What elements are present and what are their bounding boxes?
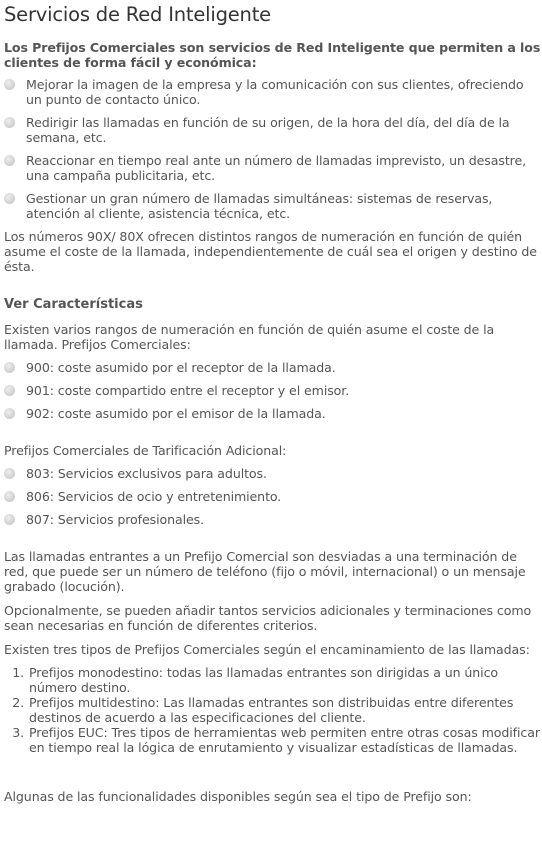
list-item: 1. Prefijos monodestino: todas las llamadas entrantes son dirigidas a un único número destino. — [28, 665, 542, 695]
list-item-text: 803: Servicios exclusivos para adultos. — [26, 466, 267, 481]
numbers-paragraph: Los números 90X/ 80X ofrecen distintos rangos de numeración en función de quién asume el coste de la llamada, independientemente de cuál sea el origen y destino de ésta. — [4, 229, 537, 274]
list-item — [4, 77, 542, 107]
bullet-icon — [4, 514, 15, 525]
additional-prefixes-title: Prefijos Comerciales de Tarificación Adicional: — [4, 443, 287, 458]
functionalities-intro: Algunas de las funcionalidades disponibles según sea el tipo de Prefijo son: — [4, 789, 472, 804]
intro-heading: Los Prefijos Comerciales son servicios de Red Inteligente que permiten a los clientes de forma fácil y económica: — [4, 40, 541, 70]
bullet-icon — [4, 79, 15, 90]
list-item-text: 901: coste compartido entre el receptor y el emisor. — [26, 383, 350, 398]
list-item-text: Redirigir las llamadas en función de su origen, de la hora del día, del día de la semana, etc. — [26, 115, 510, 145]
list-item — [4, 466, 542, 481]
list-item — [4, 191, 542, 221]
diverted-paragraph: Las llamadas entrantes a un Prefijo Comercial son desviadas a una terminación de red, que puede ser un número de teléfono (fijo o móvil, internacional) o un mensaje grabado (locución). — [4, 549, 526, 594]
list-item: 2. Prefijos multidestino: Las llamadas entrantes son distribuidas entre diferentes destinos de acuerdo a las especificaciones del cliente. — [28, 695, 542, 725]
bullet-icon — [4, 491, 15, 502]
ranges-intro: Existen varios rangos de numeración en función de quién asume el coste de la llamada. Prefijos Comerciales: — [4, 322, 495, 352]
optional-paragraph: Opcionalmente, se pueden añadir tantos servicios adicionales y terminaciones como sean necesarias en función de diferentes criterios. — [4, 603, 532, 633]
list-item-text: Mejorar la imagen de la empresa y la comunicación con sus clientes, ofreciendo un punto de contacto único. — [26, 77, 524, 107]
list-item — [4, 489, 542, 504]
types-intro: Existen tres tipos de Prefijos Comerciales según el encaminamiento de las llamadas: — [4, 642, 530, 657]
bullet-icon — [4, 155, 15, 166]
bullet-icon — [4, 468, 15, 479]
benefits-list — [4, 77, 542, 221]
list-item-text: 902: coste asumido por el emisor de la llamada. — [26, 406, 326, 421]
list-item — [4, 153, 542, 183]
bullet-icon — [4, 385, 15, 396]
bullet-icon — [4, 408, 15, 419]
commercial-prefixes-list — [4, 360, 542, 421]
list-item-text: 900: coste asumido por el receptor de la llamada. — [26, 360, 336, 375]
list-item — [4, 406, 542, 421]
additional-prefixes-list — [4, 466, 542, 527]
page-title: Servicios de Red Inteligente — [4, 3, 271, 26]
list-item — [4, 360, 542, 375]
list-item-text: 806: Servicios de ocio y entretenimiento. — [26, 489, 282, 504]
list-item-text: 807: Servicios profesionales. — [26, 512, 205, 527]
bullet-icon — [4, 193, 15, 204]
prefix-types-list — [4, 665, 542, 755]
list-item-text: Gestionar un gran número de llamadas simultáneas: sistemas de reservas, atención al cliente, asistencia técnica, etc. — [26, 191, 493, 221]
features-title: Ver Características — [4, 297, 143, 312]
list-item: 3. Prefijos EUC: Tres tipos de herramientas web permiten entre otras cosas modificar en tiempo real la lógica de enrutamiento y visualizar estadísticas de llamadas. — [28, 725, 542, 755]
bullet-icon — [4, 117, 15, 128]
list-item-text: Reaccionar en tiempo real ante un número de llamadas imprevisto, un desastre, una campaña publicitaria, etc. — [26, 153, 527, 183]
bullet-icon — [4, 362, 15, 373]
list-item — [4, 383, 542, 398]
list-item — [4, 512, 542, 527]
list-item — [4, 115, 542, 145]
